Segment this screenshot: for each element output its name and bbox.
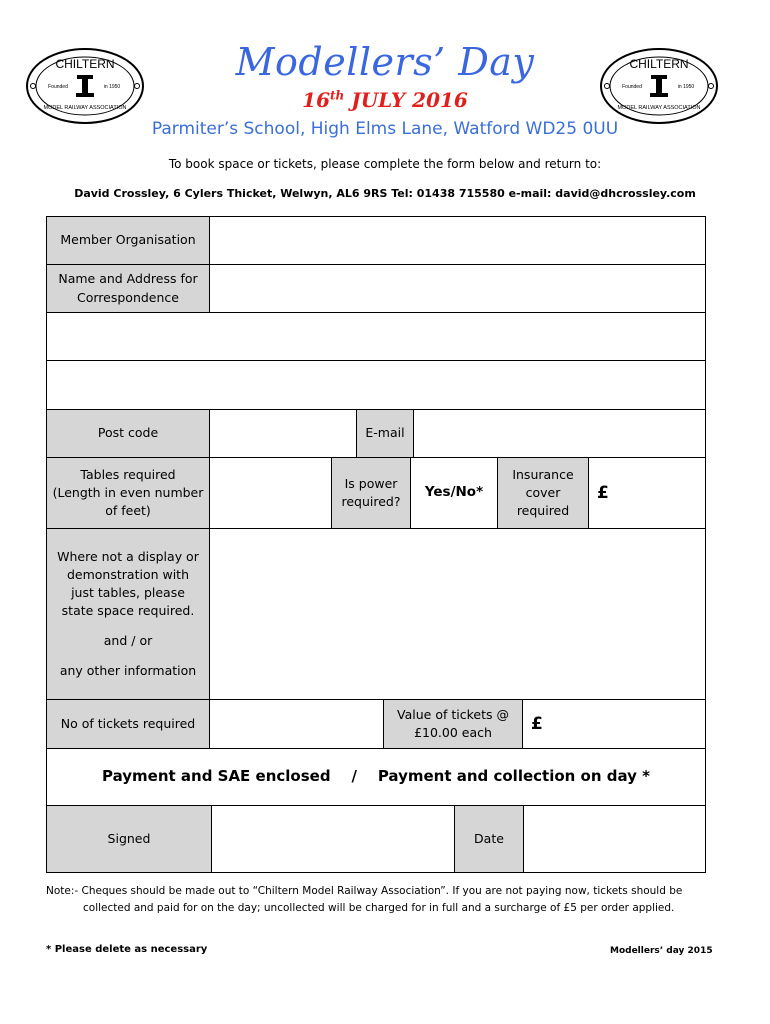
space-label-line2: demonstration with <box>66 566 190 582</box>
address-line-field[interactable] <box>46 360 706 410</box>
logo-subtitle: MODEL RAILWAY ASSOCIATION <box>617 105 701 111</box>
power-label-line2: required? <box>341 494 401 509</box>
email-label: E-mail <box>356 409 414 458</box>
name-address-label <box>46 264 210 313</box>
power-required-label <box>331 457 411 529</box>
delete-note: * Please delete as necessary <box>46 944 208 955</box>
ticket-value-line2: £10.00 each <box>414 725 492 740</box>
ticket-value-line1: Value of tickets @ <box>397 706 509 722</box>
logo-title: CHILTERN <box>629 57 689 71</box>
date-label: Date <box>454 805 524 873</box>
space-required-label <box>46 528 210 700</box>
name-address-label-line2: Correspondence <box>77 289 179 305</box>
ticket-value-label <box>383 699 523 749</box>
other-info-label: any other information <box>59 663 197 679</box>
event-date <box>0 88 770 112</box>
email-field[interactable] <box>413 409 706 458</box>
member-organisation-label: Member Organisation <box>46 216 210 265</box>
signed-label: Signed <box>46 805 212 873</box>
address-line-field[interactable] <box>46 312 706 361</box>
venue: Parmiter’s School, High Elms Lane, Watford WD25 0UU <box>151 119 619 139</box>
ticket-value-field[interactable]: £ <box>522 699 706 749</box>
logo-title: CHILTERN <box>55 57 115 71</box>
space-required-field[interactable] <box>209 528 706 700</box>
postcode-field[interactable] <box>209 409 357 458</box>
payment-option[interactable]: Payment and SAE enclosed / Payment and collection on day * <box>46 748 706 806</box>
logo-year: in 1950 <box>677 84 695 90</box>
and-or-label: and / or <box>103 633 153 649</box>
tables-label-line1: Tables required <box>80 466 176 482</box>
contact-details: David Crossley, 6 Cylers Thicket, Welwyn, AL6 9RS Tel: 01438 715580 e-mail: david@dhcrossley.com <box>74 187 696 200</box>
instructions: To book space or tickets, please complete the form below and return to: <box>168 157 602 171</box>
note-line2: collected and paid for on the day; uncollected will be charged for in full and a surcharge of £5 per order applied. <box>83 902 675 915</box>
name-address-field[interactable] <box>209 264 706 313</box>
space-label-line3: just tables, please <box>71 584 185 600</box>
tickets-required-label: No of tickets required <box>46 699 210 749</box>
power-yes-no-field[interactable]: Yes/No* <box>410 457 498 529</box>
signature-field[interactable] <box>211 805 455 873</box>
tickets-required-field[interactable] <box>209 699 384 749</box>
tables-required-field[interactable] <box>209 457 332 529</box>
tables-label-line3: of feet) <box>105 503 151 519</box>
insurance-label-line2: cover <box>525 484 561 500</box>
date-rest: JULY 2016 <box>344 88 468 112</box>
tables-label-line2: (Length in even number <box>52 484 204 500</box>
date-field[interactable] <box>523 805 706 873</box>
name-address-label-line1: Name and Address for <box>58 271 198 287</box>
member-organisation-field[interactable] <box>209 216 706 265</box>
date-day: 16 <box>302 88 330 112</box>
note-line1: Note:- Cheques should be made out to “Chiltern Model Railway Association”. If you are not paying now, tickets should be <box>46 885 683 897</box>
insurance-label-line3: required <box>516 503 570 519</box>
space-label-line1: Where not a display or <box>57 548 199 564</box>
power-label-line1: Is power <box>344 475 398 491</box>
document-version: Modellers’ day 2015 <box>610 946 713 956</box>
logo-year: in 1950 <box>103 84 121 90</box>
postcode-label: Post code <box>46 409 210 458</box>
insurance-label-line1: Insurance <box>512 466 574 482</box>
insurance-cover-label <box>497 457 589 529</box>
logo-subtitle: MODEL RAILWAY ASSOCIATION <box>43 105 127 111</box>
space-label-line4: state space required. <box>61 603 195 618</box>
logo-founded: Founded <box>48 84 68 90</box>
cheque-note <box>46 883 726 918</box>
logo-founded: Founded <box>622 84 642 90</box>
page-title: Modellers’ Day <box>235 40 535 84</box>
tables-required-label <box>46 457 210 529</box>
insurance-amount-field[interactable]: £ <box>588 457 706 529</box>
date-suffix: th <box>330 88 345 103</box>
